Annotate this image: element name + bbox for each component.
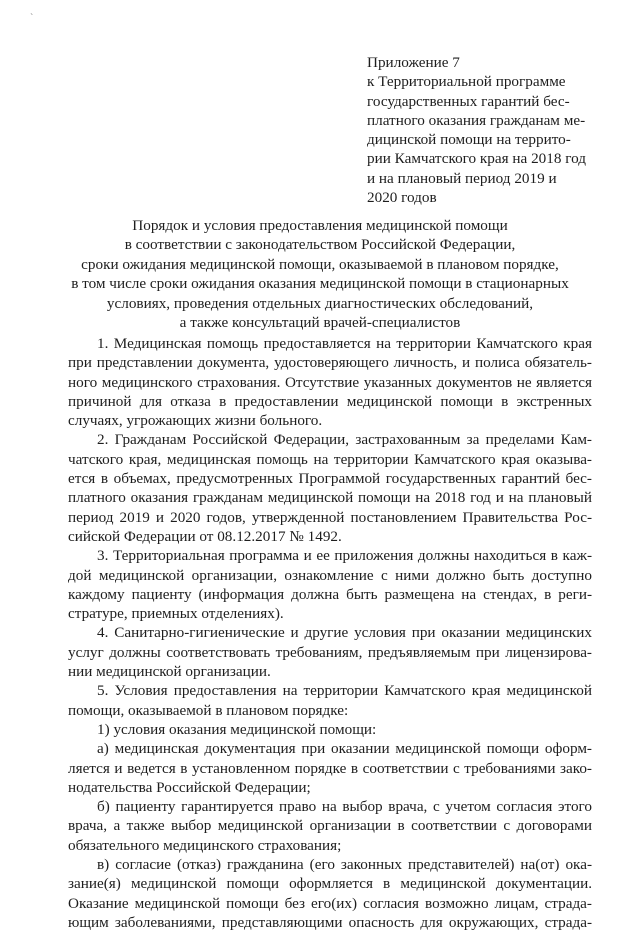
paragraph-line: сийской Федерации от 08.12.2017 № 1492. [68,527,342,545]
corner-mark: ` [30,13,34,24]
paragraph [68,334,592,430]
appendix-line: 2020 годов [367,189,437,207]
appendix-line: дицинской помощи на террито- [367,131,571,149]
paragraph-line: 5. Условия предоставления на территории Камчатского края медицинской [97,682,592,700]
paragraph-line: ющим заболеваниями, представляющими опасность для окружающих, страда- [68,913,592,931]
paragraph-line: ного медицинского страхования. Отсутствие указанных документов не является [68,373,592,391]
document-body [68,334,592,932]
appendix-line: рии Камчатского края на 2018 год [367,150,586,168]
paragraph [68,797,592,855]
paragraph-line: случаях, угрожающих жизни больного. [68,412,323,430]
paragraph-line: б) пациенту гарантируется право на выбор врача, с учетом согласия этого [97,798,592,816]
title-line: условиях, проведения отдельных диагностических обследований, [106,294,534,312]
appendix-line: Приложение 7 [367,54,460,71]
paragraph-line: дой медицинской организации, ознакомление с ними должно быть доступно [68,566,592,584]
appendix-line: к Территориальной программе [367,73,566,91]
paragraph-line: Оказание медицинской помощи без его(их) согласия возможно лицам, страда- [68,894,592,912]
paragraph-line: каждому пациенту (информация должна быть размещена на стендах, в реги- [68,585,592,603]
paragraph-line: помощи, оказываемой в плановом порядке: [68,701,349,719]
paragraph-line: период 2019 и 2020 годов, утвержденной постановлением Правительства Рос- [68,508,592,526]
title-line: в соответствии с законодательством Российской Федерации, [124,236,516,254]
document-title [40,216,600,332]
paragraph-line: зание(я) медицинской помощи оформляется в медицинской документации. [68,875,592,893]
paragraph-line: стратуре, приемных отделениях). [68,605,284,623]
paragraph-line: 1. Медицинская помощь предоставляется на территории Камчатского края [97,335,592,352]
paragraph-line: нодательства Российской Федерации; [68,778,311,796]
appendix-header [367,53,617,207]
paragraph-line: 4. Санитарно-гигиенические и другие условия при оказании медицинских [97,624,592,642]
paragraph-line: обязательного медицинского страхования; [68,836,342,854]
appendix-line: платного оказания гражданам ме- [367,111,586,129]
paragraph [68,430,592,546]
paragraph-line: услуг должны соответствовать требованиям, предъявляемым при лицензирова- [68,643,592,661]
paragraph-line: ляется и ведется в установленном порядке в соответствии с требованиями зако- [68,759,592,777]
paragraph-line: ется в объемах, предусмотренных Программой государственных гарантий бес- [68,470,592,488]
paragraph-line: нии медицинской организации. [68,663,271,681]
paragraph-line: а) медицинская документация при оказании медицинской помощи оформ- [97,740,592,758]
appendix-line: и на плановый период 2019 и [367,169,557,187]
title-line: Порядок и условия предоставления медицинской помощи [132,217,508,234]
paragraph-line: 2. Гражданам Российской Федерации, застрахованным за пределами Кам- [97,431,592,449]
paragraph-line: в) согласие (отказ) гражданина (его законных представителей) на(от) ока- [97,856,592,874]
title-line: а также консультаций врачей-специалистов [179,314,461,332]
paragraph [68,623,592,681]
paragraph [68,855,592,932]
paragraph-line: врача, а также выбор медицинской организации в соответствии с договорами [68,817,592,835]
paragraph-line: причиной для отказа в предоставлении медицинской помощи в экстренных [68,392,592,410]
paragraph-line: 1) условия оказания медицинской помощи: [97,720,377,738]
title-line: сроки ожидания медицинской помощи, оказываемой в плановом порядке, [81,255,559,273]
paragraph-line: при представлении документа, удостоверяющего личность, и полиса обязатель- [68,354,592,372]
paragraph [68,739,592,797]
paragraph-line: 3. Территориальная программа и ее приложения должны находиться в каж- [97,547,592,565]
paragraph [68,720,592,739]
paragraph [68,546,592,623]
appendix-line: государственных гарантий бес- [367,92,570,110]
paragraph [68,681,592,720]
paragraph-line: платного оказания гражданам медицинской помощи на 2018 год и на плановый [68,489,592,507]
title-line: в том числе сроки ожидания оказания медицинской помощи в стационарных [71,275,569,293]
paragraph-line: чатского края, медицинская помощь на территории Камчатского края оказыва- [68,450,592,468]
